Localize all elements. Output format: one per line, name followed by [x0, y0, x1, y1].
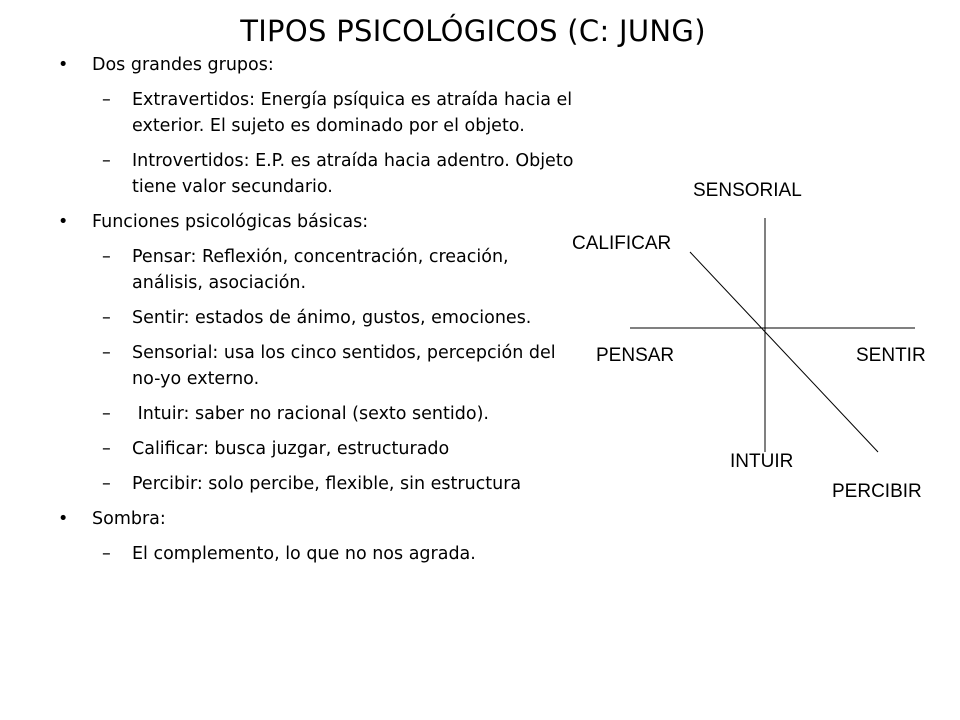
sub-bullet-sentir: – Sentir: estados de ánimo, gustos, emociones. — [0, 305, 580, 331]
label-sensorial: SENSORIAL — [693, 180, 802, 201]
functions-diagram — [560, 160, 960, 520]
slide-title: TIPOS PSICOLÓGICOS (C: JUNG) — [240, 14, 706, 48]
sub-bullet-sensorial: – Sensorial: usa los cinco sentidos, percepción del no-yo externo. — [0, 340, 580, 392]
sub-bullet-calificar: – Calificar: busca juzgar, estructurado — [0, 436, 580, 462]
bullet-sombra: • Sombra: — [0, 506, 580, 532]
sub-bullet-intuir: – Intuir: saber no racional (sexto sentido). — [0, 401, 580, 427]
label-percibir: PERCIBIR — [832, 481, 922, 502]
sub-bullet-percibir: – Percibir: solo percibe, flexible, sin estructura — [0, 471, 580, 497]
label-pensar: PENSAR — [596, 345, 675, 366]
label-sentir: SENTIR — [856, 345, 926, 366]
sub-bullet-extravertidos: – Extravertidos: Energía psíquica es atraída hacia el exterior. El sujeto es dominado por el objeto. — [0, 87, 580, 139]
sub-bullet-introvertidos: – Introvertidos: E.P. es atraída hacia adentro. Objeto tiene valor secundario. — [0, 148, 580, 200]
sub-bullet-pensar: – Pensar: Reflexión, concentración, creación, análisis, asociación. — [0, 244, 580, 296]
bullet-dos-grandes-grupos: • Dos grandes grupos: — [0, 52, 580, 78]
label-intuir: INTUIR — [730, 451, 794, 472]
label-calificar: CALIFICAR — [572, 233, 672, 254]
bullet-funciones-psicologicas: • Funciones psicológicas básicas: — [0, 209, 580, 235]
sub-bullet-complemento: – El complemento, lo que no nos agrada. — [0, 541, 580, 567]
diagonal-axis-line — [690, 252, 878, 452]
bullet-list — [0, 52, 580, 567]
